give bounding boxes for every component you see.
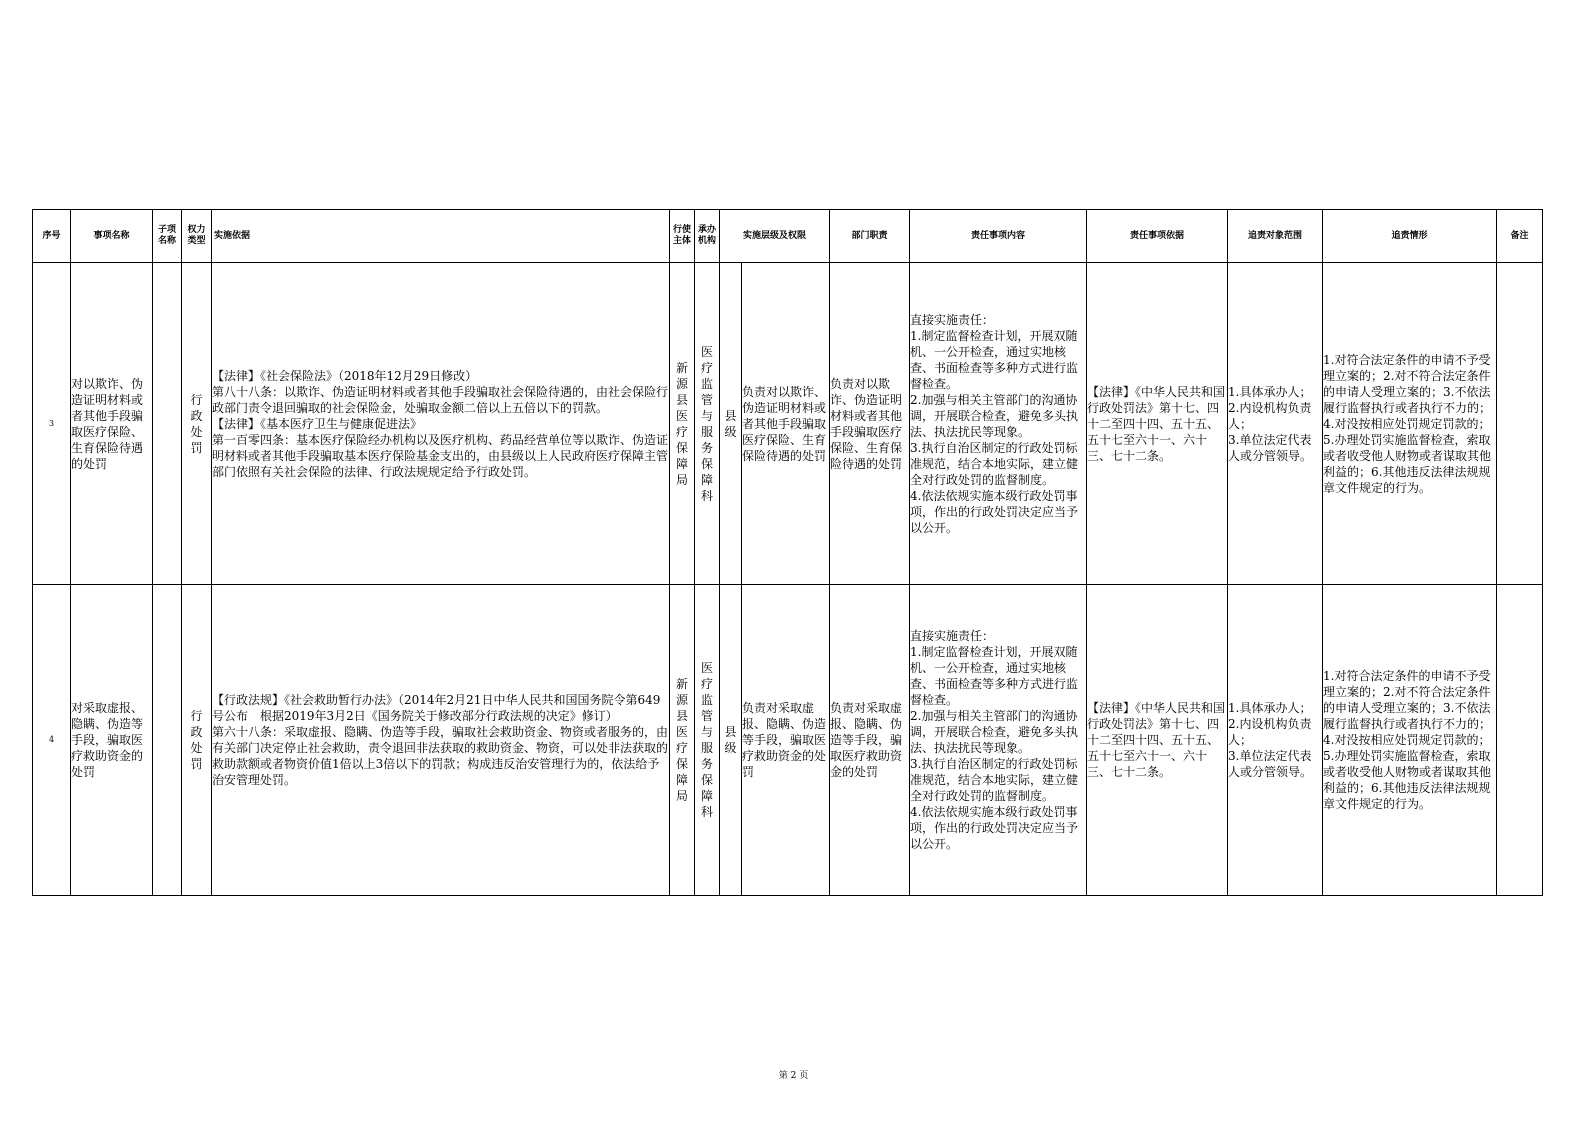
vertical-char: 县 [675,392,688,407]
vertical-char: 保 [675,440,688,455]
responsibility-content: 直接实施责任： 1.制定监督检查计划，开展双随机、一公开检查，通过实地核查、书面检查等多种方式进行监督检查。 2.加强与相关主管部门的沟通协调，开展联合检查，避免多头执法、执法扰民等现象。 3.执行自治区制定的行政处罚标准规范，结合本地实际，建立健全对行政处罚的监督制度。 4.依法依规实施本级行政处罚事项，作出的行政处罚决定应当予以公开。 [910,585,1087,896]
vertical-char: 局 [675,472,688,487]
vertical-char: 障 [675,773,688,787]
remark [1497,263,1543,585]
implementation-level [720,263,742,585]
page-number: 第 2 页 [778,1071,809,1081]
vertical-char: 行 [190,392,203,407]
department-duty: 负责对采取虚报、隐瞒、伪造等手段，骗取医疗救助资金的处罚 [830,585,910,896]
power-type [182,585,212,896]
header-scope: 追责对象范围 [1228,210,1323,263]
vertical-char: 医 [675,408,688,423]
vertical-char: 县 [724,725,737,739]
vertical-char: 疗 [700,677,713,691]
responsibility-content: 直接实施责任： 1.制定监督检查计划，开展双随机、一公开检查，通过实地核查、书面检查等多种方式进行监督检查。 2.加强与相关主管部门的沟通协调，开展联合检查，避免多头执法、执法扰民等现象。 3.执行自治区制定的行政处罚标准规范，结合本地实际，建立健全对行政处罚的监督制度。 4.依法依规实施本级行政处罚事项，作出的行政处罚决定应当予以公开。 [910,263,1087,585]
department-duty: 负责对以欺诈、伪造证明材料或者其他手段骗取医疗保险、生育保险待遇的处罚 [830,263,910,585]
vertical-char: 务 [700,440,713,455]
executing-subject [670,263,695,585]
item-name: 对采取虚报、隐瞒、伪造等手段，骗取医疗救助资金的处罚 [71,585,153,896]
accountability-scope: 1.具体承办人； 2.内设机构负责人； 3.单位法定代表人或分管领导。 [1228,263,1323,585]
implementation-basis: 【行政法规】《社会救助暂行办法》（2014年2月21日中华人民共和国国务院令第649号公布 根据2019年3月2日《国务院关于修改部分行政法规的决定》修订） 第六十八条：采取虚报、隐瞒、伪造等手段，骗取社会救助资金、物资或者服务的，由有关部门决定停止社会救助，责令退回非法获取的救助资金、物资，可以处非法获取的救助款额或者物资价值1倍以上3倍以下的罚款；构成违反治安管理行为的，依法给予治安管理处罚。 [212,585,670,896]
item-name: 对以欺诈、伪造证明材料或者其他手段骗取医疗保险、生育保险待遇的处罚 [71,263,153,585]
header-item-name: 事项名称 [71,210,153,263]
vertical-char: 政 [190,725,203,739]
authority-table [32,209,1543,896]
vertical-char: 保 [700,456,713,471]
vertical-char: 障 [700,789,713,803]
row-number: 3 [33,263,71,585]
undertaking-agency [695,585,720,896]
accountability-situation: 1.对符合法定条件的申请不予受理立案的；2.对不符合法定条件的申请人受理立案的；3.不依法履行监督执行或者执行不力的；4.对没按相应处罚规定罚款的；5.办理处罚实施监督检查，索取或者收受他人财物或者谋取其他利益的；6.其他违反法律法规规章文件规定的行为。 [1323,585,1497,896]
vertical-char: 医 [675,725,688,739]
vertical-char: 处 [190,741,203,755]
table-row [33,263,1543,585]
responsibility-basis: 【法律】《中华人民共和国行政处罚法》第十七、四十二至四十四、五十五、五十七至六十一、六十三、七十二条。 [1087,585,1228,896]
implementation-level [720,585,742,896]
vertical-char: 源 [675,376,688,391]
implementation-authority: 负责对采取虚报、隐瞒、伪造等手段，骗取医疗救助资金的处罚 [742,585,830,896]
undertaking-agency [695,263,720,585]
header-situation: 追责情形 [1323,210,1497,263]
header-sub-item: 子项 名称 [153,210,182,263]
vertical-char: 级 [724,424,737,439]
accountability-scope: 1.具体承办人； 2.内设机构负责人； 3.单位法定代表人或分管领导。 [1228,585,1323,896]
vertical-char: 源 [675,693,688,707]
implementation-authority: 负责对以欺诈、伪造证明材料或者其他手段骗取医疗保险、生育保险待遇的处罚 [742,263,830,585]
vertical-char: 新 [675,677,688,691]
header-basis: 实施依据 [212,210,670,263]
header-remark: 备注 [1497,210,1543,263]
vertical-char: 监 [700,693,713,707]
vertical-char: 疗 [700,360,713,375]
vertical-char: 障 [675,456,688,471]
header-resp-basis: 责任事项依据 [1087,210,1228,263]
row-number: 4 [33,585,71,896]
vertical-char: 局 [675,789,688,803]
vertical-char: 疗 [675,741,688,755]
vertical-char: 行 [190,709,203,723]
header-duty: 部门职责 [830,210,910,263]
vertical-char: 监 [700,376,713,391]
vertical-char: 管 [700,392,713,407]
header-level: 实施层级及权限 [720,210,830,263]
vertical-char: 保 [675,757,688,771]
table-row [33,585,1543,896]
vertical-char: 县 [675,709,688,723]
vertical-char: 处 [190,424,203,439]
executing-subject [670,585,695,896]
sub-item-name [153,263,182,585]
responsibility-basis: 【法律】《中华人民共和国行政处罚法》第十七、四十二至四十四、五十五、五十七至六十一、六十三、七十二条。 [1087,263,1228,585]
header-subject: 行使 主体 [670,210,695,263]
vertical-char: 管 [700,709,713,723]
vertical-char: 级 [724,741,737,755]
header-no: 序号 [33,210,71,263]
vertical-char: 与 [700,408,713,423]
vertical-char: 疗 [675,424,688,439]
header-row [33,210,1543,263]
vertical-char: 县 [724,408,737,423]
power-type [182,263,212,585]
vertical-char: 罚 [190,440,203,455]
remark [1497,585,1543,896]
vertical-char: 服 [700,424,713,439]
implementation-basis: 【法律】《社会保险法》（2018年12月29日修改） 第八十八条：以欺诈、伪造证明材料或者其他手段骗取社会保险待遇的，由社会保险行政部门责令退回骗取的社会保险金，处骗取金额二倍以上五倍以下的罚款。 【法律】《基本医疗卫生与健康促进法》 第一百零四条：基本医疗保险经办机构以及医疗机构、药品经营单位等以欺诈、伪造证明材料或者其他手段骗取基本医疗保险基金支出的，由县级以上人民政府医疗保障主管部门依照有关社会保险的法律、行政法规规定给予行政处罚。 [212,263,670,585]
accountability-situation: 1.对符合法定条件的申请不予受理立案的；2.对不符合法定条件的申请人受理立案的；3.不依法履行监督执行或者执行不力的；4.对没按相应处罚规定罚款的；5.办理处罚实施监督检查，索取或者收受他人财物或者谋取其他利益的；6.其他违反法律法规规章文件规定的行为。 [1323,263,1497,585]
vertical-char: 新 [675,360,688,375]
header-undertaker: 承办 机构 [695,210,720,263]
vertical-char: 务 [700,757,713,771]
header-resp-content: 责任事项内容 [910,210,1087,263]
vertical-char: 罚 [190,757,203,771]
vertical-char: 科 [700,805,713,819]
vertical-char: 与 [700,725,713,739]
sub-item-name [153,585,182,896]
vertical-char: 障 [700,472,713,487]
vertical-char: 政 [190,408,203,423]
vertical-char: 服 [700,741,713,755]
vertical-char: 医 [700,661,713,675]
vertical-char: 保 [700,773,713,787]
vertical-char: 医 [700,344,713,359]
header-power-type: 权力 类型 [182,210,212,263]
vertical-char: 科 [700,488,713,503]
